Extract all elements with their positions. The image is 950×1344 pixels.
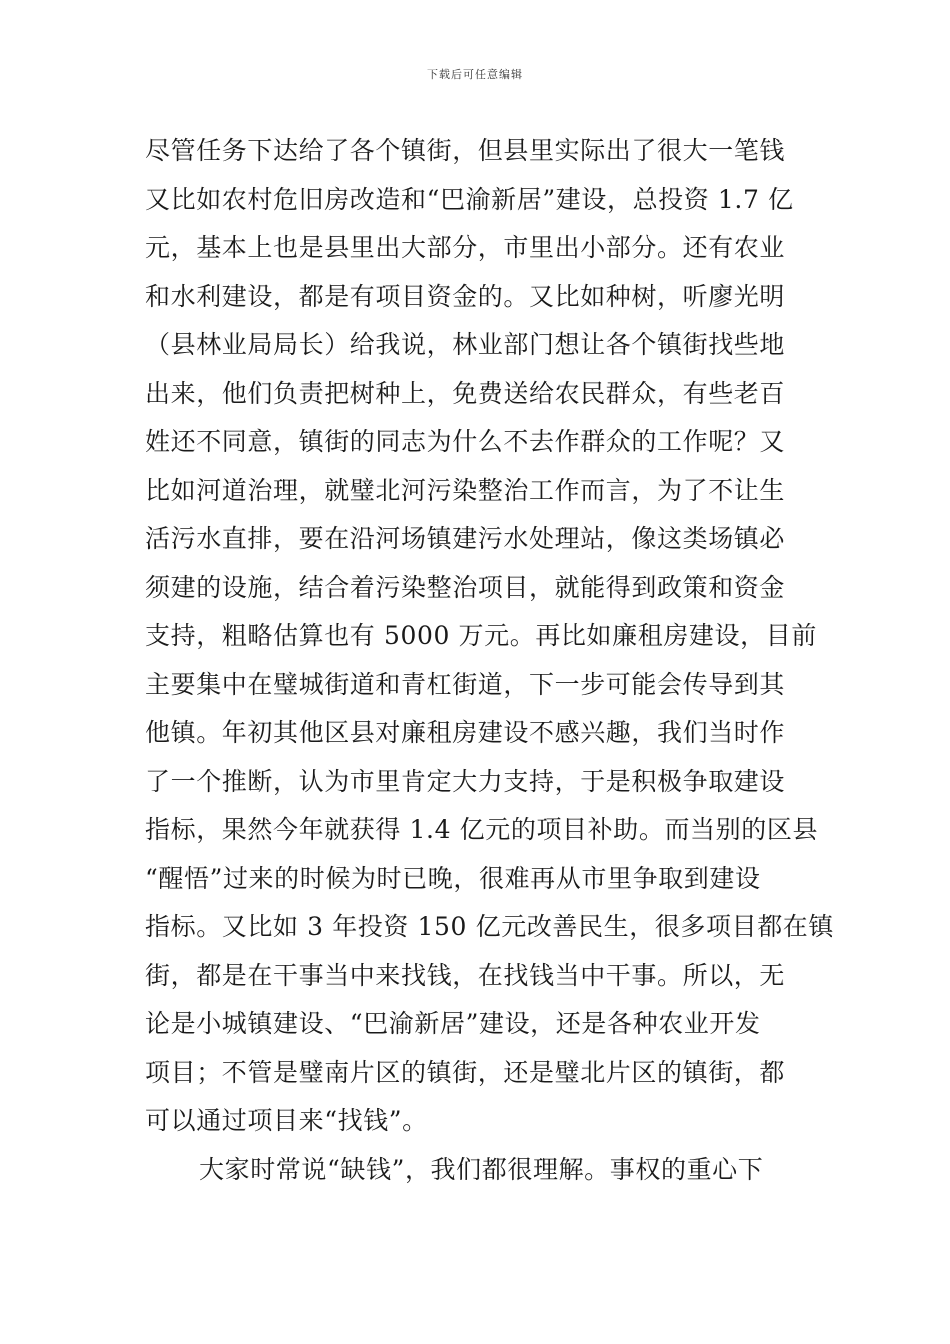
page-header: 下载后可任意编辑 [427,68,523,81]
text-line: 姓还不同意，镇街的同志为什么不去作群众的工作呢？又 [145,427,786,456]
text-line: 主要集中在璧城街道和青杠街道，下一步可能会传导到其 [145,669,786,699]
text-line: 须建的设施，结合着污染整治项目，就能得到政策和资金 [145,572,786,602]
text-line: 尽管任务下达给了各个镇街，但县里实际出了很大一笔钱 [145,136,786,165]
text-line: 街，都是在干事当中来找钱，在找钱当中干事。所以，无 [145,960,786,990]
text-line: 他镇。年初其他区县对廉租房建设不感兴趣，我们当时作 [145,718,786,747]
text-line: 指标。又比如 3 年投资 150 亿元改善民生，很多项目都在镇 [145,912,835,941]
text-line: 论是小城镇建设、“巴渝新居”建设，还是各种农业开发 [145,1009,761,1038]
text-line: 指标，果然今年就获得 1.4 亿元的项目补助。而当别的区县 [145,815,819,844]
text-line: 了一个推断，认为市里肯定大力支持，于是积极争取建设 [145,766,786,796]
text-line: （县林业局局长）给我说，林业部门想让各个镇街找些地 [145,330,786,359]
text-line: 元，基本上也是县里出大部分，市里出小部分。还有农业 [145,233,786,262]
paragraph [145,1146,815,1195]
text-line: 大家时常说“缺钱”，我们都很理解。事权的重心下 [199,1154,764,1184]
text-line: 和水利建设，都是有项目资金的。又比如种树，听廖光明 [145,281,786,311]
text-line: 支持，粗略估算也有 5000 万元。再比如廉租房建设，目前 [145,621,817,650]
document-body [145,127,835,1194]
text-line: 可以通过项目来“找钱”。 [145,1106,428,1135]
text-line: 项目；不管是璧南片区的镇街，还是璧北片区的镇街，都 [145,1057,786,1087]
text-line: 又比如农村危旧房改造和“巴渝新居”建设，总投资 1.7 亿 [145,184,794,214]
text-line: 出来，他们负责把树种上，免费送给农民群众，有些老百 [145,378,786,408]
text-line: 比如河道治理，就璧北河污染整治工作而言，为了不让生 [145,475,786,505]
text-line: “醒悟”过来的时候为时已晚，很难再从市里争取到建设 [145,863,761,893]
paragraph [145,127,835,1146]
text-line: 活污水直排，要在沿河场镇建污水处理站，像这类场镇必 [145,524,786,553]
